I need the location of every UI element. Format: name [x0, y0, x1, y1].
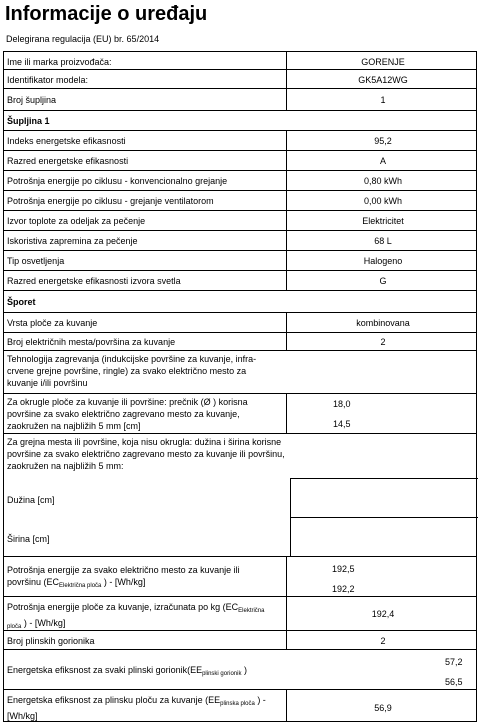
ee-hob-label: Energetska efiksnost za plinsku ploču za kuvanje ($EE_{plinska ploča}$ ) - [Wh/kg] — [7, 695, 266, 721]
ee-hob-row — [3, 690, 477, 722]
cavity-row — [3, 131, 477, 151]
ee-hob-value: 56,9 — [374, 703, 392, 713]
ec-hob-label: Potrošnja energije ploče za kuvanje, izračunata po kg ($EC_{Električna ploča}$ ) - [Wh/kg] — [7, 602, 265, 630]
cavities-value: 1 — [380, 95, 386, 105]
length-value-cell — [290, 478, 478, 518]
ee-burner-row — [3, 650, 477, 690]
model-value: GK5A12WG — [358, 75, 408, 85]
ec-zone-row — [3, 557, 477, 597]
hob-type-row — [3, 313, 477, 333]
hob-type-value: kombinovana — [356, 318, 410, 328]
cavity-row-value: A — [379, 156, 386, 166]
gas-burners-value: 2 — [380, 636, 386, 646]
ec-zone-label: Potrošnja energije za svako električno mesto za kuvanje ili površinu ($EC_{Električna ploča}$ ) - [Wh/kg] — [7, 565, 240, 589]
cavity-row — [3, 151, 477, 171]
cavity-row — [3, 271, 477, 291]
cavity-row — [3, 171, 477, 191]
cavity-row-value: 68 L — [374, 236, 392, 246]
page-title: Informacije o uređaju — [5, 3, 208, 25]
cavity-row-label: Tip osvetljenja — [7, 256, 65, 266]
hob-heading-row — [3, 291, 477, 313]
gas-burners-row — [3, 631, 477, 650]
cavity-row-label: Izvor toplote za odeljak za pečenje — [7, 216, 146, 226]
brand-value: GORENJE — [361, 57, 405, 67]
cavity-row-value: 0,00 kWh — [363, 196, 403, 206]
ec-hob-row — [3, 597, 477, 631]
ec-hob-value: 192,4 — [371, 609, 395, 619]
cavity-row-value: 95,2 — [374, 136, 392, 146]
diameter-row — [3, 394, 477, 434]
cavity-heading: Šupljina 1 — [7, 116, 50, 126]
noncircular-label: Za grejna mesta ili površine, koja nisu okrugla: dužina i širina korisne površine za svako električno zagrevano mesto za kuvanje ili površinu, zaokružen na najbližih 5 mm: — [7, 437, 285, 471]
ee-burner-value-2: 56,5 — [445, 677, 463, 687]
cavities-row — [3, 89, 477, 111]
brand-label: Ime ili marka proizvođača: — [7, 57, 112, 67]
ee-burner-value-1: 57,2 — [445, 657, 463, 667]
width-label: Širina [cm] — [7, 534, 50, 544]
technology-row — [3, 351, 477, 394]
zones-value: 2 — [380, 337, 386, 347]
noncircular-row — [3, 434, 477, 557]
model-row — [3, 70, 477, 89]
cavity-row-value: Elektricitet — [362, 216, 404, 226]
width-value-cell — [290, 518, 478, 557]
diameter-value-1: 18,0 — [333, 399, 351, 409]
brand-row — [3, 51, 477, 70]
cavity-row-value: 0,80 kWh — [363, 176, 403, 186]
diameter-value-2: 14,5 — [333, 419, 351, 429]
length-label: Dužina [cm] — [7, 495, 55, 505]
cavity-row-label: Potrošnja energije po ciklusu - konvencionalno grejanje — [7, 176, 228, 186]
cavity-row-label: Indeks energetske efikasnosti — [7, 136, 126, 146]
cavity-row — [3, 231, 477, 251]
zones-row — [3, 333, 477, 351]
hob-type-label: Vrsta ploče za kuvanje — [7, 318, 98, 328]
cavity-heading-row — [3, 111, 477, 131]
ec-zone-value-2: 192,2 — [332, 584, 355, 594]
cavity-row-label: Razred energetske efikasnosti — [7, 156, 129, 166]
cavity-row — [3, 191, 477, 211]
cavity-row-value: Halogeno — [363, 256, 403, 266]
regulation-reference: Delegirana regulacija (EU) br. 65/2014 — [6, 34, 160, 44]
cavity-row-label: Razred energetske efikasnosti izvora svetla — [7, 276, 181, 286]
cavities-label: Broj šupljina — [7, 95, 57, 105]
cavity-row-value: G — [379, 276, 387, 286]
zones-label: Broj električnih mesta/površina za kuvanje — [7, 337, 176, 347]
cavity-row-label: Potrošnja energije po ciklusu - grejanje ventilatorom — [7, 196, 214, 206]
ee-burner-label: Energetska efiksnost za svaki plinski $gorionik(EE_{plinski gorionik}$ ) — [7, 665, 247, 677]
model-label: Identifikator modela: — [7, 75, 89, 85]
diameter-label: Za okrugle ploče za kuvanje ili površine: prečnik (Ø ) korisna površine za svako električno zagrevano mesto za kuvanje, zaokružen na najbližih 5 mm [cm] — [7, 397, 248, 431]
cavity-row — [3, 211, 477, 231]
hob-heading: Šporet — [7, 297, 36, 307]
cavity-row — [3, 251, 477, 271]
technology-label: Tehnologija zagrevanja (indukcijske površine za kuvanje, infra-crvene grejne površine, ringle) za svako električno mesto za kuvanje i/ili površinu — [7, 354, 257, 388]
cavity-row-label: Iskoristiva zapremina za pečenje — [7, 236, 138, 246]
gas-burners-label: Broj plinskih gorionika — [7, 636, 95, 646]
ec-zone-value-1: 192,5 — [332, 564, 355, 574]
